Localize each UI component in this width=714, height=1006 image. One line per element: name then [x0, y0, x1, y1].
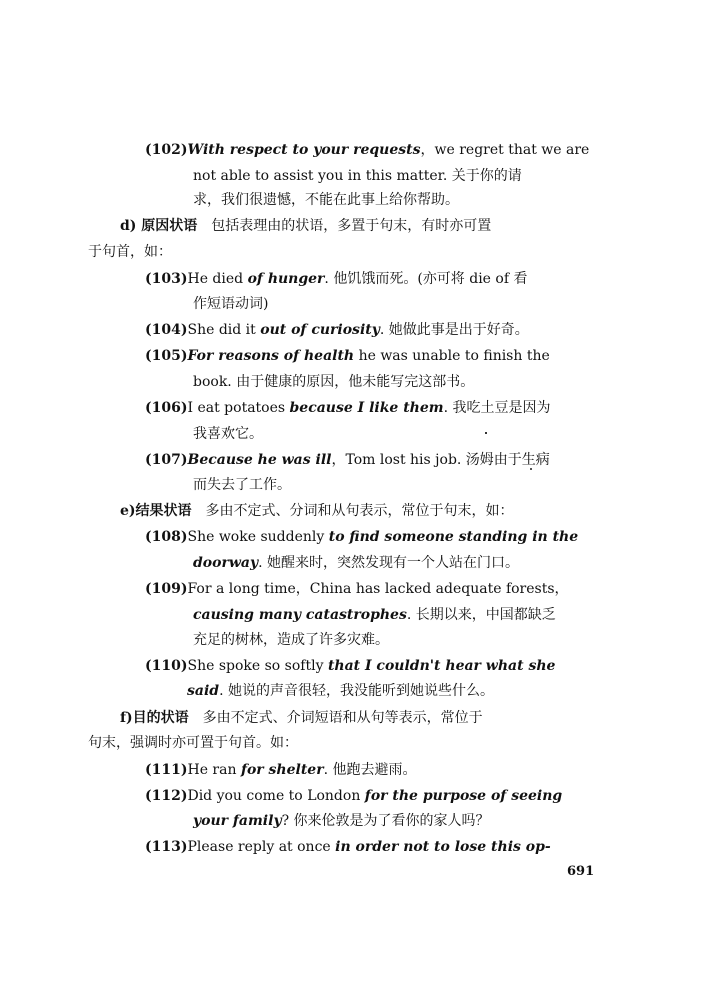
- line-10: [193, 373, 474, 391]
- italic-phrase: your family: [193, 813, 282, 829]
- line-17: [193, 554, 519, 572]
- page-number: 691: [567, 864, 595, 879]
- text: 于句首，如：: [88, 244, 172, 260]
- italic-phrase: doorway: [193, 555, 259, 571]
- section-heading: f)目的状语: [120, 710, 189, 726]
- text: not able to assist you in this matter. 关于你的请: [193, 168, 522, 184]
- text: . 她做此事是出于好奇。: [379, 322, 529, 338]
- line-5: [88, 243, 172, 261]
- italic-phrase: in order not to lose this op-: [335, 839, 551, 855]
- example-number: (110): [145, 658, 188, 674]
- text: She spoke so softly: [187, 658, 328, 674]
- text: I eat potatoes: [187, 400, 290, 416]
- example-number: (112): [145, 788, 188, 804]
- text: 充足的树林，造成了许多灾难。: [193, 632, 389, 648]
- example-number: (113): [145, 839, 188, 855]
- text: ，Tom lost his job. 汤姆由于生病: [331, 452, 550, 468]
- text: 多由不定式、分词和从句表示，常位于句末，如：: [191, 503, 514, 519]
- line-21: [145, 657, 555, 675]
- line-18: [145, 580, 569, 598]
- example-number: (103): [145, 271, 188, 287]
- italic-phrase: said: [187, 683, 220, 699]
- line-27: [193, 812, 490, 830]
- text: . 她说的声音很轻，我没能听到她说些什么。: [219, 683, 494, 699]
- example-number: (111): [145, 762, 188, 778]
- line-28: [145, 838, 551, 856]
- italic-phrase: causing many catastrophes: [193, 607, 407, 623]
- italic-phrase: Because he was ill: [187, 452, 332, 468]
- example-number: (104): [145, 322, 188, 338]
- italic-phrase: that I couldn't hear what she: [327, 658, 556, 674]
- line-6: [145, 270, 527, 288]
- text: He ran: [187, 762, 241, 778]
- text: . 长期以来，中国都缺乏: [406, 607, 556, 623]
- section-heading: e)结果状语: [120, 503, 192, 519]
- text: For a long time，China has lacked adequate forests，: [187, 581, 569, 597]
- text: ? 你来伦敦是为了看你的家人吗？: [281, 813, 490, 829]
- line-22: [187, 682, 494, 700]
- line-12: [193, 425, 263, 443]
- line-24: [88, 734, 298, 752]
- italic-phrase: because I like them: [289, 400, 444, 416]
- text: 多由不定式、介词短语和从句等表示，常位于: [188, 710, 483, 726]
- text: Did you come to London: [187, 788, 365, 804]
- line-14: [193, 476, 291, 494]
- example-number: (109): [145, 581, 188, 597]
- line-2: [193, 167, 522, 185]
- line-23: [120, 709, 483, 727]
- italic-phrase: to find someone standing in the: [328, 529, 579, 545]
- line-25: [145, 761, 417, 779]
- line-3: [193, 191, 459, 209]
- text: She did it: [187, 322, 261, 338]
- text: 求，我们很遗憾，不能在此事上给你帮助。: [193, 192, 459, 208]
- speck: [485, 432, 487, 434]
- text: 作短语动词): [193, 296, 269, 312]
- line-15: [120, 502, 514, 520]
- line-16: [145, 528, 578, 546]
- text: . 她醒来时，突然发现有一个人站在门口。: [258, 555, 520, 571]
- line-7: [193, 295, 268, 313]
- example-number: (108): [145, 529, 188, 545]
- text: 我喜欢它。: [193, 426, 263, 442]
- line-20: [193, 631, 389, 649]
- line-13: [145, 451, 550, 469]
- line-1: [145, 141, 589, 159]
- line-4: [120, 217, 491, 235]
- section-heading: d) 原因状语: [120, 218, 198, 234]
- example-number: (107): [145, 452, 188, 468]
- text: ，we regret that we are: [420, 142, 590, 158]
- example-number: (102): [145, 142, 188, 158]
- speck: [530, 468, 532, 470]
- text: She woke suddenly: [187, 529, 329, 545]
- line-11: [145, 399, 550, 417]
- text: 包括表理由的状语，多置于句末，有时亦可置: [197, 218, 492, 234]
- line-8: [145, 321, 529, 339]
- text: book. 由于健康的原因，他未能写完这部书。: [193, 374, 475, 390]
- italic-phrase: For reasons of health: [187, 348, 355, 364]
- text: 句末，强调时亦可置于句首。如：: [88, 735, 298, 751]
- text: . 他跑去避雨。: [323, 762, 417, 778]
- text: Please reply at once: [187, 839, 336, 855]
- italic-phrase: for shelter: [240, 762, 324, 778]
- text: . 他饥饿而死。(亦可将 die of 看: [324, 271, 528, 287]
- italic-phrase: With respect to your requests: [187, 142, 421, 158]
- example-number: (105): [145, 348, 188, 364]
- text: he was unable to finish the: [354, 348, 550, 364]
- line-26: [145, 787, 562, 805]
- italic-phrase: out of curiosity: [260, 322, 380, 338]
- line-19: [193, 606, 556, 624]
- text: He died: [187, 271, 248, 287]
- text: 而失去了工作。: [193, 477, 291, 493]
- line-9: [145, 347, 550, 365]
- text: . 我吃土豆是因为: [443, 400, 551, 416]
- italic-phrase: of hunger: [247, 271, 325, 287]
- italic-phrase: for the purpose of seeing: [364, 788, 563, 804]
- example-number: (106): [145, 400, 188, 416]
